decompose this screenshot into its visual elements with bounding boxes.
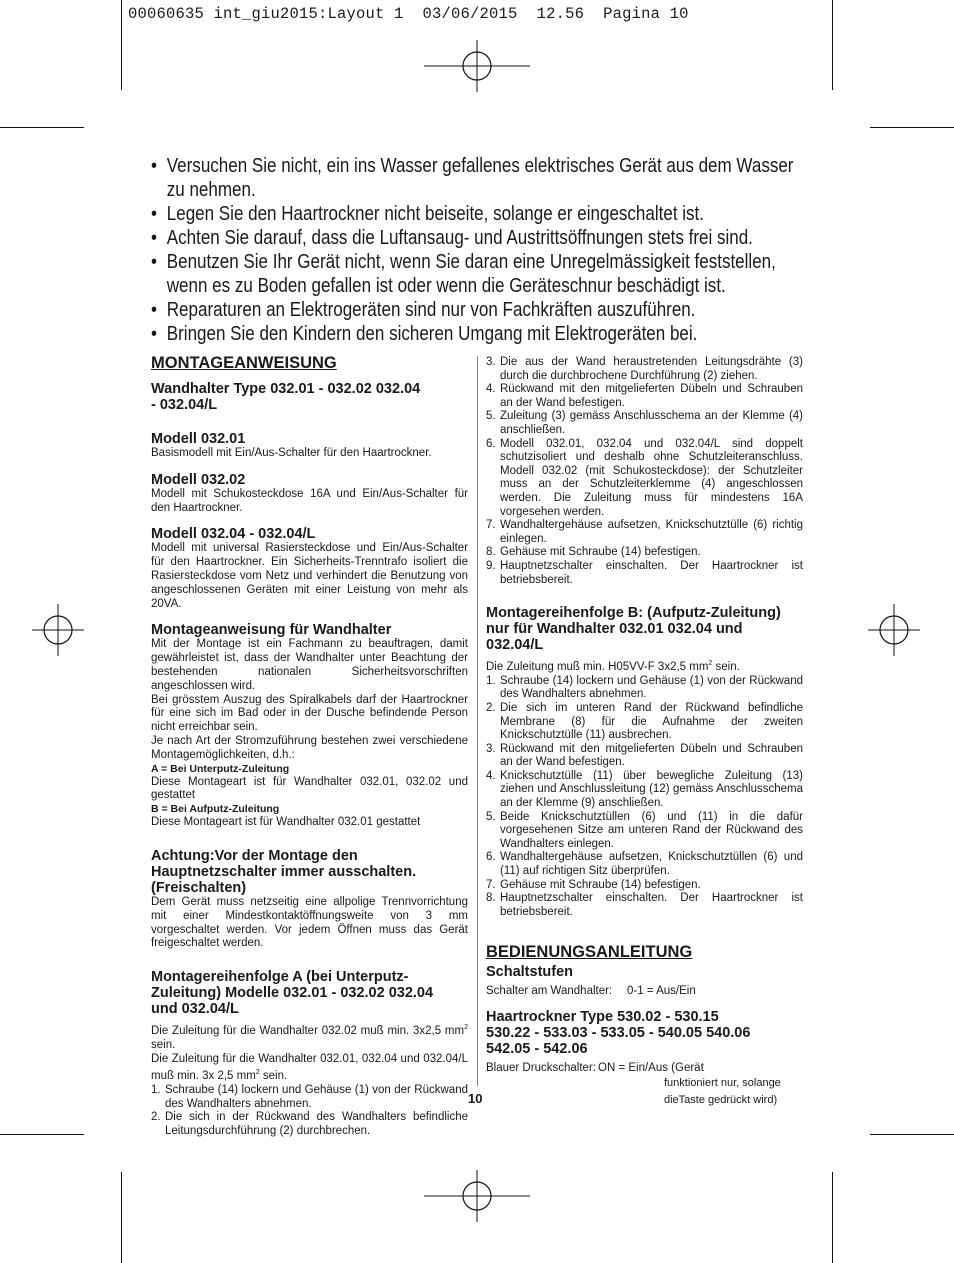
model-text: Modell mit universal Rasiersteckdose und Ein/Aus-Schalter für den Haartrockner. Ein Sicherheits-Trenntrafo isoliert die Rasiersteckdose vom Netz und verhindert die Benutzung von angeschlossenen Geräten mit einer Leistung von mehr als 20VA.: [151, 542, 468, 610]
list-item: 7. Gehäuse mit Schraube (14) befestigen.: [486, 878, 701, 891]
list-item: 8. Hauptnetzschalter einschalten. Der Haartrockner ist betriebsbereit.: [486, 892, 803, 918]
crop-mark: [0, 127, 84, 128]
wall-mount-heading: Montageanweisung für Wandhalter: [151, 622, 392, 639]
list-item: 8. Gehäuse mit Schraube (14) befestigen.: [486, 546, 701, 559]
right-column: [486, 356, 803, 1108]
cable-spec-text: Die Zuleitung muß min. H05VV-F 3x2,5 $mm^2$ sein.: [486, 660, 740, 673]
option-b-label: B = Bei Aufputz-Zuleitung: [151, 803, 280, 816]
list-item: 2. Die sich in der Rückwand des Wandhalters befindliche Leitungsdurchführung (2) durchbrechen.: [151, 1111, 468, 1137]
left-column: [151, 354, 468, 1138]
sequence-b-steps: [486, 675, 803, 920]
cable-spec-text: Die Zuleitung für die Wandhalter 032.02 muß min. 3x2,5 $mm^2$ sein.: [151, 1024, 468, 1051]
list-item: 7. Wandhaltergehäuse aufsetzen, Knickschutztülle (6) richtig einlegen.: [486, 519, 803, 545]
model-heading: Modell 032.01: [151, 431, 246, 447]
wall-mount-text: Je nach Art der Stromzuführung bestehen zwei verschiedene Montagemöglichkeiten, d.h.:: [151, 734, 468, 761]
switch-levels-heading: Schaltstufen: [486, 964, 574, 981]
list-item: 1. Schraube (14) lockern und Gehäuse (1) von der Rückwand des Wandhalters abnehmen.: [486, 674, 803, 701]
list-item: 5. Zuleitung (3) gemäss Anschlusschema an der Klemme (4) anschließen.: [486, 410, 803, 436]
warning-item: • Legen Sie den Haartrockner nicht beiseite, solange er eingeschaltet ist.: [151, 202, 814, 226]
registration-mark-icon: [424, 40, 530, 92]
page-number: 10: [468, 1091, 483, 1106]
registration-mark-icon: [868, 604, 920, 656]
list-item: 5. Beide Knickschutztüllen (6) und (11) in die dafür vorgesehenen Sitze am unteren Rand der Rückwand des Wandhalters einlegen.: [486, 810, 803, 850]
model-heading: Modell 032.02: [151, 471, 246, 488]
warning-item: • Bringen Sie den Kindern den sicheren Umgang mit Elektrogeräten bei.: [151, 322, 814, 346]
registration-mark-icon: [424, 1170, 530, 1222]
caution-heading: Achtung:Vor der Montage den Hauptnetzschalter immer ausschalten. (Freischalten): [151, 847, 417, 896]
option-a-label: A = Bei Unterputz-Zuleitung: [151, 762, 290, 775]
print-slug: 00060635 int_giu2015:Layout 1 03/06/2015 12.56 Pagina 10: [128, 5, 689, 23]
list-item: 3. Rückwand mit den mitgelieferten Dübeln und Schrauben an der Wand befestigen.: [486, 742, 803, 769]
warning-item: • Reparaturen an Elektrogeräten sind nur von Fachkräften auszuführen.: [151, 298, 814, 322]
push-switch-row: Blauer Druckschalter: ON = Ein/Aus (Gerät: [486, 1062, 704, 1075]
crop-mark: [121, 0, 122, 90]
caution-text: Dem Gerät muss netzseitig eine allpolige Trennvorrichtung mit einer Mindestkontaktöffnungsweite von 3 mm vorgeschaltet werden. Vor jedem Öffnen muss das Gerät freigeschaltet werden.: [151, 895, 468, 950]
list-item: 4. Knickschutztülle (11) über bewegliche Zuleitung (13) ziehen und Anschlussleitung (12) gemäss Anschlusschema an der Klemme (9) anschließen.: [486, 769, 803, 810]
warning-item: • Benutzen Sie Ihr Gerät nicht, wenn Sie daran eine Unregelmässigkeit feststellen, wenn es zu Boden gefallen ist oder wenn die Geräteschnur beschädigt ist.: [151, 250, 814, 298]
sequence-a-heading: Montagereihenfolge A (bei Unterputz-Zuleitung) Modelle 032.01 - 032.02 032.04 und 032.04/L: [151, 969, 434, 1018]
list-item: 9. Hauptnetzschalter einschalten. Der Haartrockner ist betriebsbereit.: [486, 559, 803, 586]
section-title-operation: BEDIENUNGSANLEITUNG: [486, 943, 693, 962]
list-item: 4. Rückwand mit den mitgelieferten Dübeln und Schrauben an der Wand befestigen.: [486, 383, 803, 409]
wall-switch-row: Schalter am Wandhalter: 0-1 = Aus/Ein: [486, 985, 696, 998]
warning-item: • Achten Sie darauf, dass die Luftansaug- und Austrittsöffnungen stets frei sind.: [151, 226, 814, 250]
push-switch-note: dieTaste gedrückt wird): [664, 1093, 778, 1106]
safety-warnings-list: [151, 154, 811, 346]
crop-mark: [832, 0, 833, 90]
wall-mount-text: Mit der Montage ist ein Fachmann zu beauftragen, damit gewährleistet ist, dass der Wandhalter unter Beachtung der bestehenden nationalen Sicherheitsvorschriften angeschlossen wird.: [151, 638, 468, 692]
list-item: 2. Die sich im unteren Rand der Rückwand befindliche Membrane (8) für die Aufnahme der zweiten Knickschutztülle (11) ausbrechen.: [486, 701, 803, 742]
type-heading: Wandhalter Type 032.01 - 032.02 032.04 - 032.04/L: [151, 381, 421, 413]
cable-spec-text: Die Zuleitung für die Wandhalter 032.01, 032.04 und 032.04/L muß min. 3x 2,5 $mm^2$ sein.: [151, 1052, 468, 1083]
option-a-text: Diese Montageart ist für Wandhalter 032.01, 032.02 und gestattet: [151, 775, 468, 802]
hairdryer-type-heading: Haartrockner Type 530.02 - 530.15 530.22 - 533.03 - 533.05 - 540.05 540.06 542.05 - 542.06: [486, 1009, 751, 1058]
section-title-installation: MONTAGEANWEISUNG: [151, 354, 337, 372]
list-item: 3. Die aus der Wand heraustretenden Leitungsdrähte (3) durch die durchbrochene Durchführung (2) ziehen.: [486, 356, 803, 382]
list-item: 6. Wandhaltergehäuse aufsetzen, Knickschutztüllen (6) und (11) auf richtigen Sitz überprüfen.: [486, 851, 803, 878]
crop-mark: [121, 1172, 122, 1263]
sequence-a-steps-continued: [486, 356, 803, 587]
crop-mark: [870, 127, 954, 128]
crop-mark: [0, 1134, 84, 1135]
sequence-b-heading: Montagereihenfolge B: (Aufputz-Zuleitung) nur für Wandhalter 032.01 032.04 und 032.04/L: [486, 605, 781, 654]
model-text: Basismodell mit Ein/Aus-Schalter für den Haartrockner.: [151, 447, 432, 459]
model-heading: Modell 032.04 - 032.04/L: [151, 526, 316, 543]
crop-mark: [870, 1134, 954, 1135]
push-switch-note: funktioniert nur, solange: [664, 1077, 781, 1090]
sequence-a-steps: [151, 1084, 468, 1138]
list-item: 6. Modell 032.01, 032.04 und 032.04/L sind doppelt schutzisoliert und deshalb ohne Schutzleiteranschluss. Modell 032.02 (mit Schukosteckdose): der Schutzleiter muss an der Schutzleiterklemme (4) angeschlossen werden. Die Zuleitung muss für mindestens 16A vorgesehen werden.: [486, 437, 803, 518]
list-item: 1. Schraube (14) lockern und Gehäuse (1) von der Rückwand des Wandhalters abnehmen.: [151, 1083, 468, 1110]
model-text: Modell mit Schukosteckdose 16A und Ein/Aus-Schalter für den Haartrockner.: [151, 487, 468, 514]
registration-mark-icon: [32, 604, 84, 656]
warning-item: • Versuchen Sie nicht, ein ins Wasser gefallenes elektrisches Gerät aus dem Wasser zu nehmen.: [151, 154, 814, 202]
option-b-text: Diese Montageart ist für Wandhalter 032.01 gestattet: [151, 816, 421, 829]
wall-mount-text: Bei grösstem Auszug des Spiralkabels darf der Haartrockner für eine sich im Bad oder in der Dusche befindende Person nicht erreichbar sein.: [151, 693, 468, 734]
column-divider: [477, 356, 478, 1086]
crop-mark: [832, 1172, 833, 1263]
